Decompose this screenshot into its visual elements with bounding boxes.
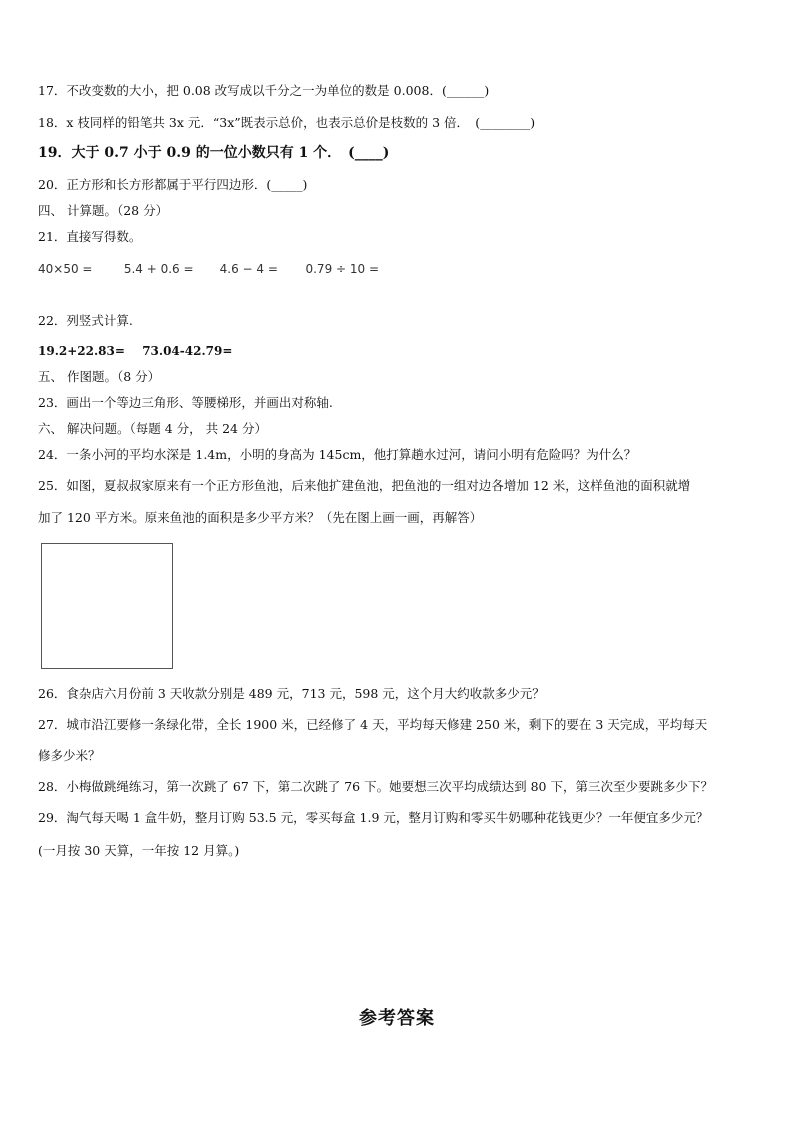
q29-line-1: 29．淘气每天喝 1 盒牛奶，整月订购 53.5 元，零买每盒 1.9 元，整月订购和零买牛奶哪种花钱更少？一年便宜多少元？ — [38, 810, 709, 825]
q27-line-2: 修多少米？ — [38, 748, 101, 763]
q21-expr-3: 4.6 − 4 = — [219, 262, 278, 276]
fish-pond-square-figure — [41, 543, 173, 669]
q22-expr-2: 73.04-42.79= — [142, 344, 233, 358]
q26: 26．食杂店六月份前 3 天收款分别是 489 元，713 元，598 元，这个月大约收款多少元？ — [38, 686, 545, 701]
q22-expr-1: 19.2+22.83= — [38, 344, 125, 358]
section-4-heading: 四、 计算题。（28 分） — [38, 203, 169, 218]
section-5-heading: 五、 作图题。（8 分） — [38, 369, 161, 384]
q29-line-2: (一月按 30 天算，一年按 12 月算。) — [38, 843, 240, 858]
q21-expr-2: 5.4 + 0.6 = — [123, 262, 194, 276]
q19: 19．大于 0.7 小于 0.9 的一位小数只有 1 个． (____) — [38, 145, 390, 161]
q20: 20．正方形和长方形都属于平行四边形．(_____) — [38, 177, 308, 192]
q21-expr-1: 40×50 = — [38, 262, 93, 276]
q27-line-1: 27．城市沿江要修一条绿化带，全长 1900 米，已经修了 4 天，平均每天修建 250 米，剩下的要在 3 天完成，平均每天 — [38, 717, 708, 732]
q25-line-2: 加了 120 平方米。原来鱼池的面积是多少平方米？（先在图上画一画，再解答） — [38, 510, 483, 525]
section-6-heading: 六、 解决问题。（每题 4 分， 共 24 分） — [38, 421, 267, 436]
q18: 18．x 枝同样的铅笔共 3x 元．“3x”既表示总价，也表示总价是枝数的 3 倍． (________) — [38, 115, 536, 130]
q23: 23．画出一个等边三角形、等腰梯形，并画出对称轴. — [38, 395, 333, 410]
q21-expressions — [38, 261, 379, 277]
q22-expressions — [38, 343, 232, 359]
q17: 17．不改变数的大小，把 0.08 改写成以千分之一为单位的数是 0.008．(______) — [38, 83, 490, 98]
q21: 21．直接写得数。 — [38, 229, 142, 244]
q24: 24．一条小河的平均水深是 1.4m，小明的身高为 145cm，他打算趟水过河，请问小明有危险吗？为什么？ — [38, 447, 637, 462]
answers-title: 参考答案 — [359, 1008, 435, 1029]
q22: 22．列竖式计算. — [38, 313, 133, 328]
q28: 28．小梅做跳绳练习，第一次跳了 67 下，第二次跳了 76 下。她要想三次平均成绩达到 80 下，第三次至少要跳多少下？ — [38, 779, 713, 794]
q21-expr-4: 0.79 ÷ 10 = — [305, 262, 380, 276]
q25-line-1: 25．如图，夏叔叔家原来有一个正方形鱼池，后来他扩建鱼池，把鱼池的一组对边各增加 12 米，这样鱼池的面积就增 — [38, 478, 691, 493]
